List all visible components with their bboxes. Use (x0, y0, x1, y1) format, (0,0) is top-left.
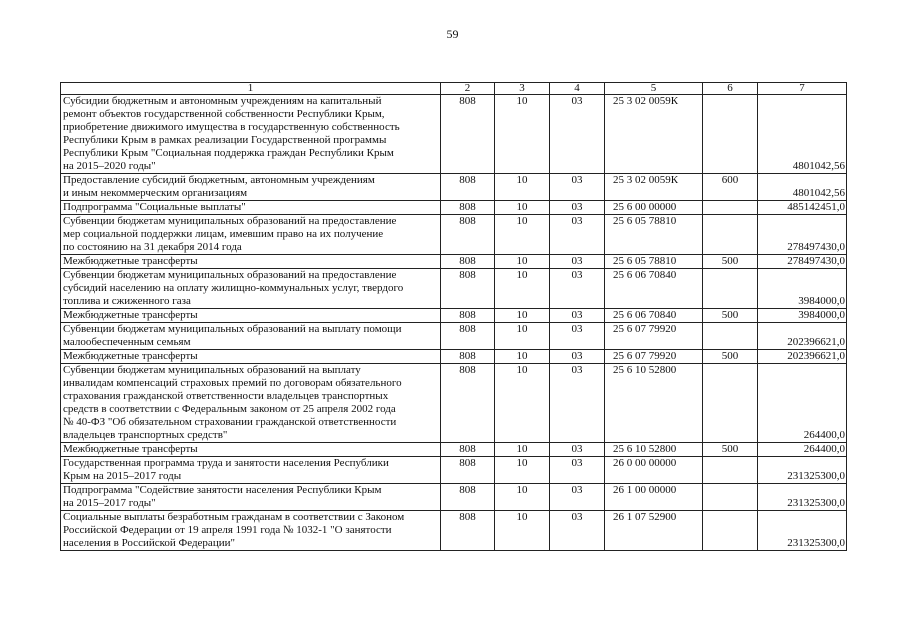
target-article-code-cell: 25 6 07 79920 (605, 350, 703, 364)
table-body (61, 95, 847, 551)
amount-cell: 202396621,0 (758, 350, 847, 364)
amount-cell: 4801042,56 (758, 174, 847, 201)
amount-cell: 278497430,0 (758, 255, 847, 269)
ministry-code-cell: 808 (441, 350, 495, 364)
column-header: 3 (495, 83, 550, 95)
item-name-cell: Государственная программа труда и занятости населения Республики Крым на 2015–2017 годы (61, 457, 441, 484)
expense-type-code-cell: 500 (703, 443, 758, 457)
item-name-cell: Подпрограмма "Социальные выплаты" (61, 201, 441, 215)
item-name-cell: Субвенции бюджетам муниципальных образований на предоставление субсидий населению на оплату жилищно-коммунальных услуг, твердого топлива и сжиженного газа (61, 269, 441, 309)
section-code-cell: 10 (495, 323, 550, 350)
item-name-cell: Межбюджетные трансферты (61, 309, 441, 323)
ministry-code-cell: 808 (441, 484, 495, 511)
expense-type-code-cell (703, 215, 758, 255)
ministry-code-cell: 808 (441, 95, 495, 174)
section-code-cell: 10 (495, 484, 550, 511)
ministry-code-cell: 808 (441, 215, 495, 255)
expense-type-code-cell (703, 269, 758, 309)
page-number: 59 (446, 27, 459, 41)
item-name-cell: Межбюджетные трансферты (61, 443, 441, 457)
expense-type-code-cell: 600 (703, 174, 758, 201)
table-row (61, 484, 847, 511)
subsection-code-cell: 03 (550, 350, 605, 364)
table-row (61, 364, 847, 443)
target-article-code-cell: 25 6 10 52800 (605, 443, 703, 457)
header-row (61, 83, 847, 95)
table-row (61, 95, 847, 174)
section-code-cell: 10 (495, 364, 550, 443)
ministry-code-cell: 808 (441, 511, 495, 551)
subsection-code-cell: 03 (550, 269, 605, 309)
table-row (61, 255, 847, 269)
ministry-code-cell: 808 (441, 201, 495, 215)
table-row (61, 443, 847, 457)
section-code-cell: 10 (495, 269, 550, 309)
target-article-code-cell: 25 6 06 70840 (605, 309, 703, 323)
expense-type-code-cell (703, 511, 758, 551)
target-article-code-cell: 26 1 07 52900 (605, 511, 703, 551)
ministry-code-cell: 808 (441, 443, 495, 457)
target-article-code-cell: 26 0 00 00000 (605, 457, 703, 484)
target-article-code-cell: 25 3 02 0059К (605, 95, 703, 174)
expense-type-code-cell (703, 323, 758, 350)
item-name-cell: Межбюджетные трансферты (61, 350, 441, 364)
expense-type-code-cell: 500 (703, 255, 758, 269)
item-name-cell: Субвенции бюджетам муниципальных образований на выплату помощи малообеспеченным семьям (61, 323, 441, 350)
section-code-cell: 10 (495, 215, 550, 255)
section-code-cell: 10 (495, 255, 550, 269)
table-row (61, 215, 847, 255)
item-name-cell: Субсидии бюджетным и автономным учреждениям на капитальный ремонт объектов государственной собственности Республики Крым, приобретение движимого имущества в государственную собственность Республики Крым в рамках реализации Государственной программы Республики Крым "Социальная поддержка граждан Республики Крым на 2015–2020 годы" (61, 95, 441, 174)
ministry-code-cell: 808 (441, 269, 495, 309)
budget-table (60, 82, 847, 551)
target-article-code-cell: 25 6 10 52800 (605, 364, 703, 443)
target-article-code-cell: 25 3 02 0059К (605, 174, 703, 201)
amount-cell: 231325300,0 (758, 484, 847, 511)
item-name-cell: Субвенции бюджетам муниципальных образований на предоставление мер социальной поддержки лицам, имевшим право на их получение по состоянию на 31 декабря 2014 года (61, 215, 441, 255)
subsection-code-cell: 03 (550, 95, 605, 174)
ministry-code-cell: 808 (441, 174, 495, 201)
subsection-code-cell: 03 (550, 511, 605, 551)
subsection-code-cell: 03 (550, 457, 605, 484)
table-row (61, 323, 847, 350)
amount-cell: 3984000,0 (758, 309, 847, 323)
item-name-cell: Подпрограмма "Содействие занятости населения Республики Крым на 2015–2017 годы" (61, 484, 441, 511)
subsection-code-cell: 03 (550, 323, 605, 350)
item-name-cell: Субвенции бюджетам муниципальных образований на выплату инвалидам компенсаций страховых премий по договорам обязательного страхования гражданской ответственности владельцев транспортных средств в соответствии с Федеральным законом от 25 апреля 2002 года № 40-ФЗ "Об обязательном страховании гражданской ответственности владельцев транспортных средств" (61, 364, 441, 443)
item-name-cell: Социальные выплаты безработным гражданам в соответствии с Законом Российской Федерации от 19 апреля 1991 года № 1032-1 "О занятости населения в Российской Федерации" (61, 511, 441, 551)
item-name-cell: Межбюджетные трансферты (61, 255, 441, 269)
section-code-cell: 10 (495, 201, 550, 215)
subsection-code-cell: 03 (550, 364, 605, 443)
expense-type-code-cell (703, 201, 758, 215)
expense-type-code-cell: 500 (703, 350, 758, 364)
subsection-code-cell: 03 (550, 201, 605, 215)
ministry-code-cell: 808 (441, 323, 495, 350)
target-article-code-cell: 25 6 00 00000 (605, 201, 703, 215)
table-row (61, 457, 847, 484)
target-article-code-cell: 26 1 00 00000 (605, 484, 703, 511)
item-name-cell: Предоставление субсидий бюджетным, автономным учреждениям и иным некоммерческим организациям (61, 174, 441, 201)
section-code-cell: 10 (495, 174, 550, 201)
ministry-code-cell: 808 (441, 457, 495, 484)
expense-type-code-cell (703, 484, 758, 511)
amount-cell: 3984000,0 (758, 269, 847, 309)
amount-cell: 231325300,0 (758, 457, 847, 484)
expense-type-code-cell (703, 457, 758, 484)
column-header: 2 (441, 83, 495, 95)
expense-type-code-cell (703, 95, 758, 174)
amount-cell: 202396621,0 (758, 323, 847, 350)
table-row (61, 201, 847, 215)
section-code-cell: 10 (495, 309, 550, 323)
column-header: 4 (550, 83, 605, 95)
amount-cell: 264400,0 (758, 443, 847, 457)
section-code-cell: 10 (495, 350, 550, 364)
amount-cell: 231325300,0 (758, 511, 847, 551)
table-row (61, 511, 847, 551)
subsection-code-cell: 03 (550, 215, 605, 255)
column-header: 5 (605, 83, 703, 95)
section-code-cell: 10 (495, 457, 550, 484)
subsection-code-cell: 03 (550, 255, 605, 269)
subsection-code-cell: 03 (550, 174, 605, 201)
ministry-code-cell: 808 (441, 309, 495, 323)
section-code-cell: 10 (495, 443, 550, 457)
subsection-code-cell: 03 (550, 309, 605, 323)
section-code-cell: 10 (495, 95, 550, 174)
target-article-code-cell: 25 6 05 78810 (605, 255, 703, 269)
amount-cell: 4801042,56 (758, 95, 847, 174)
ministry-code-cell: 808 (441, 255, 495, 269)
column-header: 6 (703, 83, 758, 95)
section-code-cell: 10 (495, 511, 550, 551)
column-header: 1 (61, 83, 441, 95)
target-article-code-cell: 25 6 05 78810 (605, 215, 703, 255)
amount-cell: 278497430,0 (758, 215, 847, 255)
table-row (61, 269, 847, 309)
expense-type-code-cell (703, 364, 758, 443)
amount-cell: 485142451,0 (758, 201, 847, 215)
expense-type-code-cell: 500 (703, 309, 758, 323)
table-row (61, 309, 847, 323)
column-header: 7 (758, 83, 847, 95)
table-row (61, 350, 847, 364)
ministry-code-cell: 808 (441, 364, 495, 443)
table-row (61, 174, 847, 201)
amount-cell: 264400,0 (758, 364, 847, 443)
subsection-code-cell: 03 (550, 484, 605, 511)
target-article-code-cell: 25 6 06 70840 (605, 269, 703, 309)
subsection-code-cell: 03 (550, 443, 605, 457)
target-article-code-cell: 25 6 07 79920 (605, 323, 703, 350)
